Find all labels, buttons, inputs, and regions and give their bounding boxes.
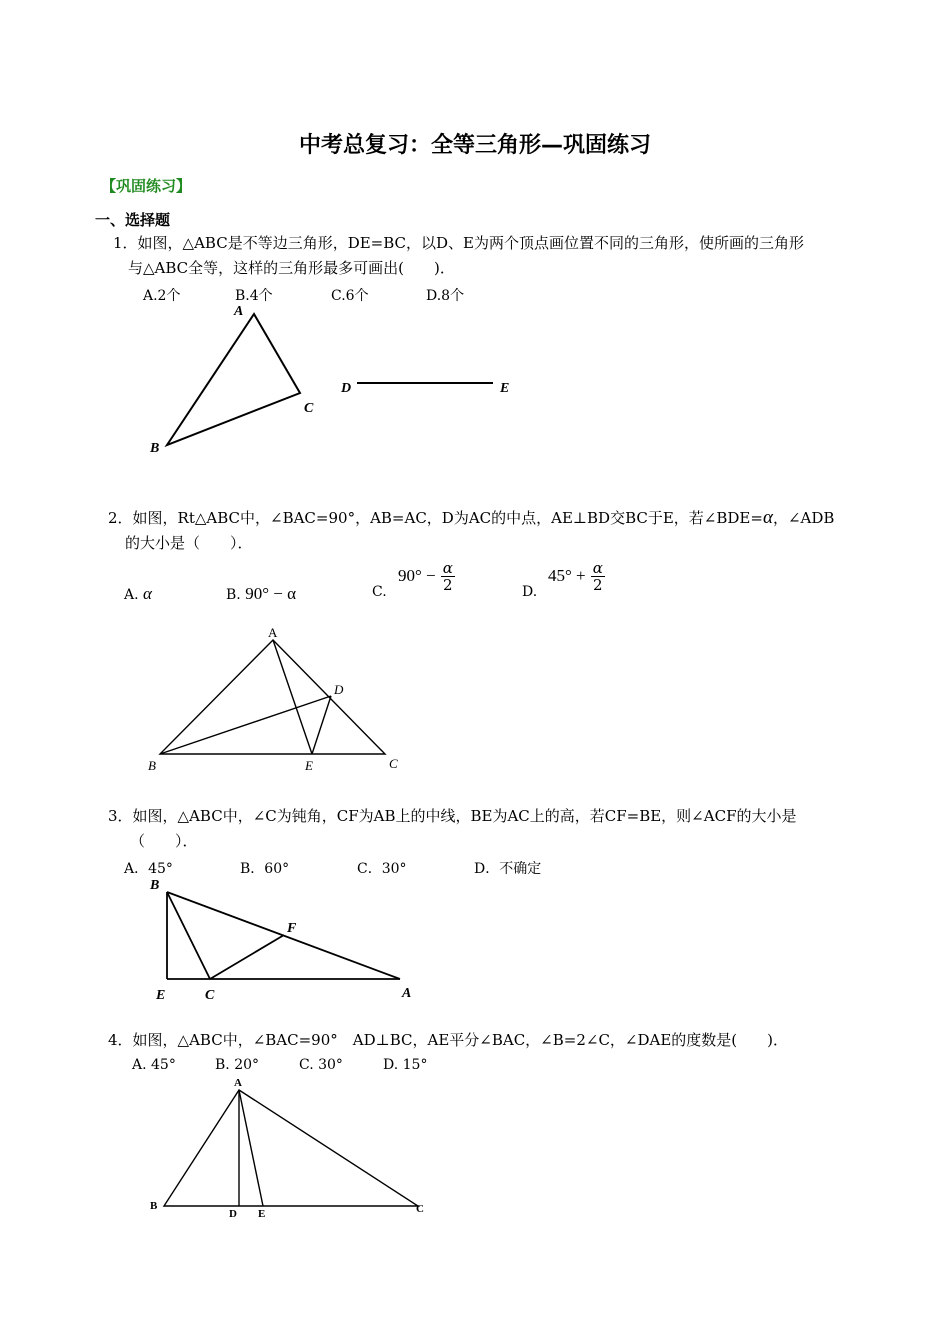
fig2-label-b: B [148,758,156,773]
frac-numerator: α [592,559,603,577]
fig2-label-e: E [305,758,313,773]
question-1-line-1: 1．如图，△ABC是不等边三角形，DE=BC，以D、E为两个顶点画位置不同的三角形，使所画的三角形 [113,234,804,252]
segment-de2 [312,696,331,754]
figure-1-triangle-abc [167,314,493,445]
fig4-label-b: B [150,1200,158,1212]
fig3-label-f: F [287,921,297,936]
q2-option-c-label: C. [372,584,387,600]
question-3-line-2: （ ）． [130,832,198,850]
q2-option-b [226,584,296,604]
fig1-label-e: E [500,381,510,396]
triangle-abc-rt [160,640,385,754]
q1-option-a: A.2个 [143,288,181,304]
figure-2-right-triangle [160,640,385,754]
q2-option-d-prefix: 45° + [548,566,586,585]
question-4-text [108,1028,868,1053]
q1-option-d: D.8个 [426,288,465,304]
q2-option-d-label: D. [522,584,538,600]
fig2-label-c: C [389,756,398,771]
fig2-label-d: D [334,682,344,697]
question-2-line-1-start: 2．如图，Rt△ABC中，∠BAC=90°，AB=AC，D为AC的中点，AE⊥BD交BC于E，若∠BDE= [108,509,763,527]
question-3-text [108,804,868,854]
q2-option-d-fraction [591,560,605,593]
fig3-label-c: C [205,988,215,1003]
q2-option-b-label: B. [226,587,241,603]
q1-option-b: B.4个 [235,288,273,304]
section-heading: 一、选择题 [95,211,171,229]
fig4-label-e: E [258,1208,266,1220]
frac-denominator: 2 [593,576,603,594]
triangle-abc-4 [164,1090,418,1206]
question-2-line-1 [108,505,868,531]
alpha-symbol: α [762,507,773,528]
q3-option-b: B．60° [240,861,290,877]
fig3-label-a: A [402,986,412,1001]
fig3-label-b: B [150,878,160,893]
segment-cf [210,935,284,979]
fig4-label-c: C [416,1203,424,1215]
q4-option-c: C. 30° [299,1057,343,1073]
page-title: 中考总复习：全等三角形—巩固练习 [298,133,651,158]
q4-option-d: D. 15° [383,1057,428,1073]
segment-bd [160,696,331,754]
fig1-label-d: D [341,381,352,396]
fig4-label-a: A [234,1077,242,1089]
segment-ae [273,640,312,754]
q3-option-d: D．不确定 [474,861,542,877]
q2-option-b-expr: 90° − α [245,584,296,603]
q1-option-c: C.6个 [331,288,369,304]
q3-option-c: C．30° [357,861,407,877]
fig3-label-e: E [156,988,166,1003]
fig2-label-a: A [268,625,278,640]
q4-option-a: A. 45° [132,1057,176,1073]
q2-option-a-expr: α [143,584,152,603]
q4-option-b: B. 20° [215,1057,260,1073]
q2-option-c-prefix: 90° − [398,566,436,585]
q2-option-d-expr [548,560,605,593]
fig1-label-c: C [304,401,314,416]
q2-option-a [124,584,152,604]
frac-denominator: 2 [443,576,453,594]
frac-numerator: α [442,559,453,577]
question-2-line-1-end: ，∠ADB [772,509,835,527]
q2-option-c-expr [398,560,455,593]
question-1-line-2: 与△ABC全等，这样的三角形最多可画出( )． [128,259,455,277]
section-label: 【巩固练习】 [101,177,192,195]
fig1-label-a: A [234,304,244,319]
fig1-label-b: B [150,441,160,456]
question-2-text [108,505,868,556]
question-2-line-2: 的大小是（ ）． [125,534,253,552]
q3-option-a: A．45° [124,861,173,877]
q2-option-c-fraction [441,560,455,593]
triangle-abc-shape [167,314,300,445]
figure-4-triangle [164,1090,418,1206]
figure-3-obtuse-triangle [167,892,400,979]
fig4-label-d: D [229,1208,237,1220]
question-3-line-1: 3．如图，△ABC中，∠C为钝角，CF为AB上的中线，BE为AC上的高，若CF=BE，则∠ACF的大小是 [108,807,797,825]
segment-ae4 [239,1090,263,1206]
q2-option-a-label: A. [124,587,139,603]
question-4-line-1: 4．如图，△ABC中，∠BAC=90° AD⊥BC，AE平分∠BAC，∠B=2∠C，∠DAE的度数是( )． [108,1031,789,1049]
